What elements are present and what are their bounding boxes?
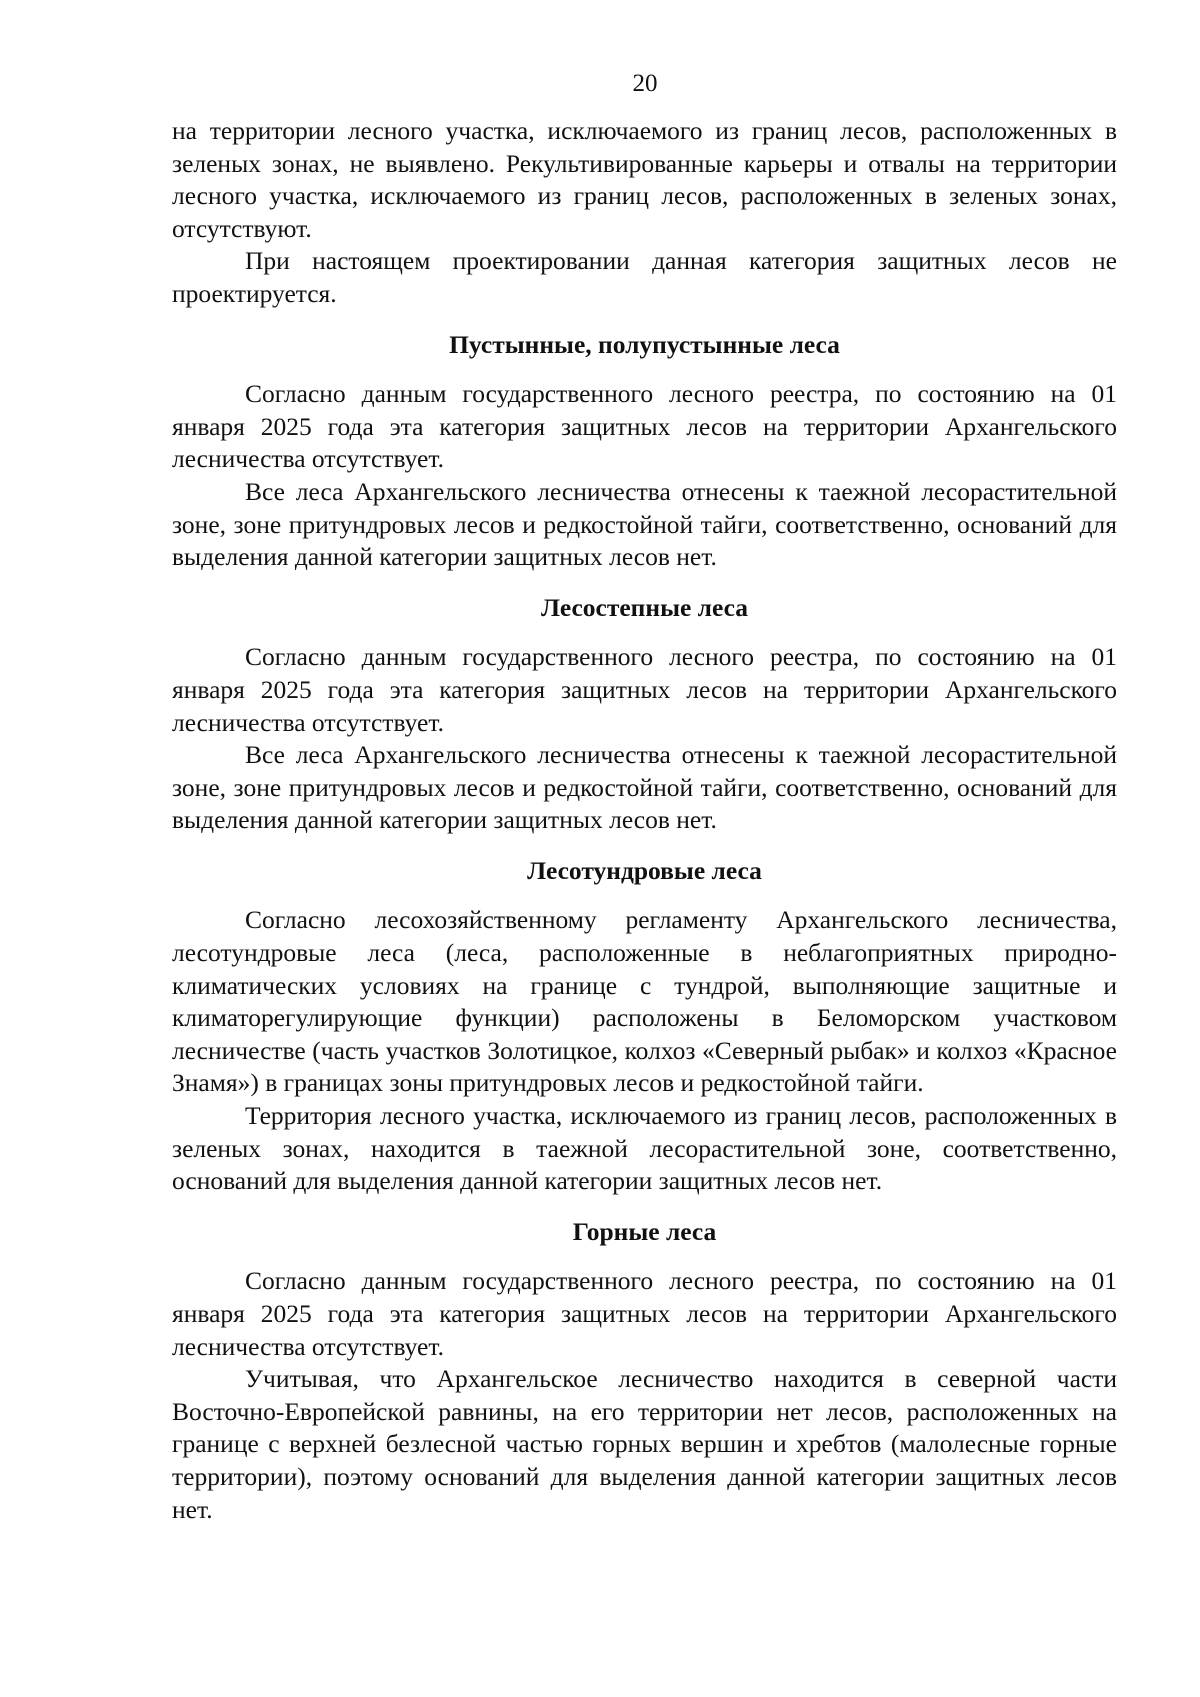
paragraph: Согласно лесохозяйственному регламенту Архангельского лесничества, лесотундровые леса (леса, расположенные в неблагоприятных природно-климатических условиях на границе с тундрой, выполняющие защитные и климаторегулирующие функции) расположены в Беломорском участковом лесничестве (часть участков Золотицкое, колхоз «Северный рыбак» и колхоз «Красное Знамя») в границах зоны притундровых лесов и редкостойной тайги.: [172, 905, 1117, 1098]
section-heading-mountain-forests: Горные леса: [572, 1216, 717, 1246]
paragraph: Согласно данным государственного лесного реестра, по состоянию на 01 января 2025 года эта категория защитных лесов на территории Архангельского лесничества отсутствует.: [172, 642, 1117, 737]
paragraph: Все леса Архангельского лесничества отнесены к таежной лесорастительной зоне, зоне притундровых лесов и редкостойной тайги, соответственно, оснований для выделения данной категории защитных лесов нет.: [172, 740, 1117, 835]
paragraph: Территория лесного участка, исключаемого из границ лесов, расположенных в зеленых зонах, находится в таежной лесорастительной зоне, соответственно, оснований для выделения данной категории защитных лесов нет.: [172, 1101, 1117, 1196]
page-number: 20: [632, 70, 658, 97]
paragraph: Согласно данным государственного лесного реестра, по состоянию на 01 января 2025 года эта категория защитных лесов на территории Архангельского лесничества отсутствует.: [172, 379, 1117, 474]
section-heading-desert-forests: Пустынные, полупустынные леса: [449, 329, 840, 359]
paragraph: Учитывая, что Архангельское лесничество находится в северной части Восточно-Европейской равнины, на его территории нет лесов, расположенных на границе с верхней безлесной частью горных вершин и хребтов (малолесные горные территории), поэтому оснований для выделения данной категории защитных лесов нет.: [172, 1364, 1117, 1524]
document-body: [172, 115, 1117, 1526]
paragraph: Согласно данным государственного лесного реестра, по состоянию на 01 января 2025 года эта категория защитных лесов на территории Архангельского лесничества отсутствует.: [172, 1266, 1117, 1361]
section-heading-forest-steppe: Лесостепные леса: [541, 592, 748, 622]
paragraph: Все леса Архангельского лесничества отнесены к таежной лесорастительной зоне, зоне притундровых лесов и редкостойной тайги, соответственно, оснований для выделения данной категории защитных лесов нет.: [172, 476, 1117, 572]
paragraph: на территории лесного участка, исключаемого из границ лесов, расположенных в зеленых зонах, не выявлено. Рекультивированные карьеры и отвалы на территории лесного участка, исключаемого из границ лесов, расположенных в зеленых зонах, отсутствуют.: [172, 116, 1117, 243]
paragraph: При настоящем проектировании данная категория защитных лесов не проектируется.: [172, 246, 1117, 308]
section-heading-forest-tundra: Лесотундровые леса: [527, 855, 762, 885]
